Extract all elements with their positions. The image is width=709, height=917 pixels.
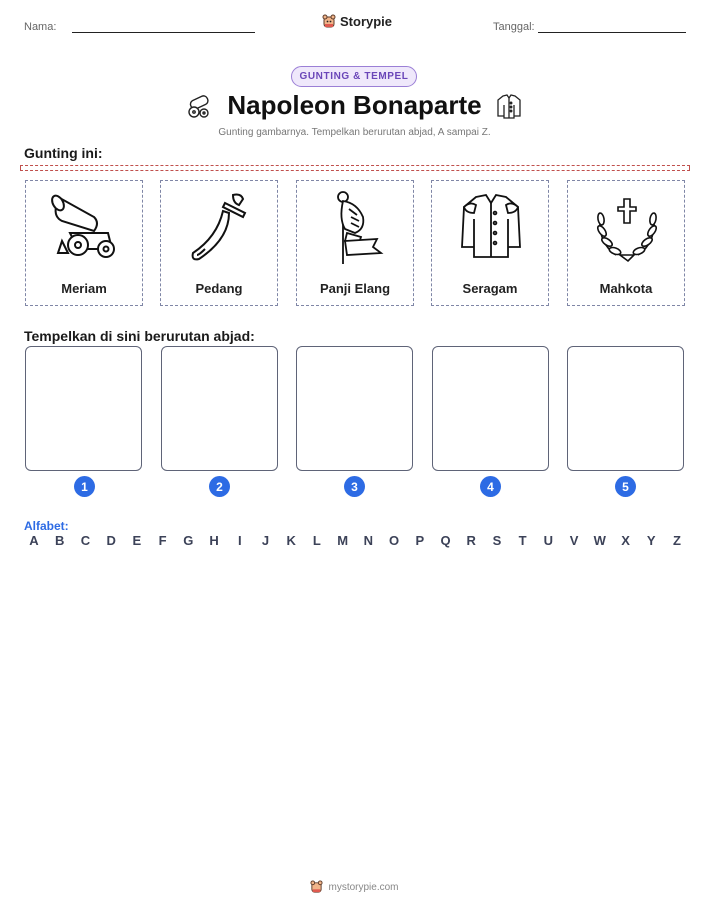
cut-card-label: Panji Elang (319, 281, 391, 296)
cut-card-label: Mahkota (599, 281, 653, 296)
alphabet-letter: V (569, 533, 579, 548)
scissor-cut-line (20, 165, 690, 171)
alphabet-letter: G (183, 533, 194, 548)
order-number-4: 4 (480, 476, 501, 497)
activity-badge: GUNTING & TEMPEL (291, 66, 417, 87)
alphabet-letter: Y (646, 533, 656, 548)
page-title: Napoleon Bonaparte (227, 90, 482, 120)
alphabet-letter: T (518, 533, 527, 548)
alphabet-letter: L (312, 533, 321, 548)
cut-card-label: Pedang (195, 281, 243, 296)
paste-box-3[interactable] (296, 346, 413, 471)
cut-card-label: Meriam (61, 281, 107, 296)
alphabet-letter: B (55, 533, 65, 548)
alphabet-letter: P (415, 533, 425, 548)
order-number-3: 3 (344, 476, 365, 497)
alphabet-row (27, 533, 684, 548)
order-number-5: 5 (615, 476, 636, 497)
alphabet-letter: R (466, 533, 476, 548)
laurel-wreath-icon (592, 189, 662, 264)
uniform-jacket-icon (456, 189, 526, 264)
cut-card-saber[interactable] (160, 180, 278, 306)
alphabet-letter: I (237, 533, 242, 548)
date-field-line[interactable] (538, 32, 686, 33)
name-label: Nama: (24, 21, 57, 33)
saber-icon (185, 189, 255, 264)
footer-site: mystorypie.com (328, 881, 399, 893)
cannon-icon (50, 189, 120, 264)
name-field-line[interactable] (72, 32, 255, 33)
alphabet-letter: F (158, 533, 167, 548)
alphabet-letter: A (29, 533, 39, 548)
alphabet-letter: H (209, 533, 219, 548)
uniform-title-icon (494, 91, 524, 121)
alphabet-letter: S (492, 533, 502, 548)
eagle-standard-icon (321, 189, 391, 264)
storypie-mascot-icon (322, 14, 336, 29)
alphabet-letter: O (389, 533, 400, 548)
alphabet-letter: D (106, 533, 116, 548)
paste-box-4[interactable] (432, 346, 549, 471)
alphabet-letter: E (132, 533, 142, 548)
storypie-mascot-icon (310, 880, 323, 894)
alphabet-letter: U (543, 533, 554, 548)
alphabet-letter: K (286, 533, 296, 548)
order-number-2: 2 (209, 476, 230, 497)
cut-section-title: Gunting ini: (24, 145, 103, 161)
alphabet-letter: X (621, 533, 630, 548)
cut-card-cannon[interactable] (25, 180, 143, 306)
paste-box-5[interactable] (567, 346, 684, 471)
paste-section-title: Tempelkan di sini berurutan abjad: (24, 328, 255, 344)
date-label: Tanggal: (493, 21, 535, 33)
alphabet-letter: Z (672, 533, 681, 548)
cut-card-eagle-standard[interactable] (296, 180, 414, 306)
storypie-logo (322, 14, 392, 29)
footer (0, 880, 709, 894)
cut-card-laurel-wreath[interactable] (567, 180, 685, 306)
instructions: Gunting gambarnya. Tempelkan berurutan abjad, A sampai Z. (218, 127, 491, 138)
alphabet-title: Alfabet: (24, 519, 69, 533)
cut-card-uniform[interactable] (431, 180, 549, 306)
order-number-1: 1 (74, 476, 95, 497)
alphabet-letter: M (337, 533, 349, 548)
brand-name: Storypie (340, 14, 393, 29)
alphabet-letter: N (363, 533, 374, 548)
paste-box-2[interactable] (161, 346, 278, 471)
cut-card-label: Seragam (462, 281, 518, 296)
alphabet-letter: W (593, 533, 606, 548)
alphabet-letter: C (80, 533, 91, 548)
alphabet-letter: Q (440, 533, 451, 548)
paste-box-1[interactable] (25, 346, 142, 471)
alphabet-letter: J (261, 533, 270, 548)
